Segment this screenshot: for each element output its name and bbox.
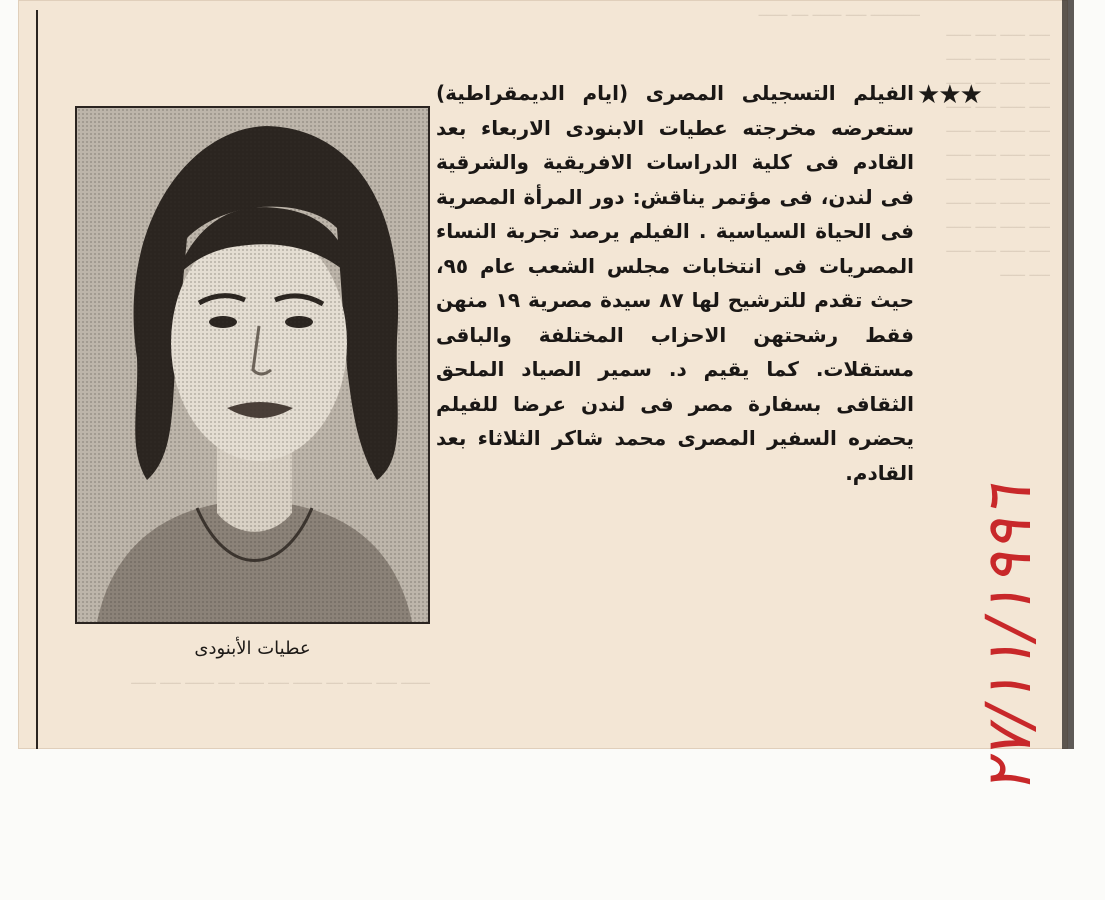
portrait-illustration [77, 108, 428, 622]
bleed-through-text: ـــــ ــــــ ـــــ ــــــ ـــــ ــــــ ـــــ ــــــ ـــــ ــــــ ـــــ ــــــ ـــــ ــــــ ـــــ ــــــ ـــــ ــــــ ـــــ ــــــ ـــــ ــــــ ـــــ ــــــ ـــــ ــــــ ـــــ ــــــ ـــــ ــــــ ـــــ ــــــ ـــــ ــــــ ـــــ ــــــ ـــــ ــــــ ـــــ ــــــ ـــــ ــــــ [946, 24, 1050, 280]
bleed-through-text: ـــــــ ـــــ ــــــ ــــ ـــــــ ـــــ ــــــ ــــ ـــــــ ـــــ ــــــ [131, 672, 430, 688]
rating-stars: ★★★ [917, 80, 981, 110]
handwritten-date-annotation [932, 150, 1045, 795]
column-rule [36, 10, 38, 749]
bleed-through-text: ــــــــــــ ـــــ ـــــــ ــــ ـــــــ [758, 4, 920, 20]
photo-caption: عطيات الأبنودى [194, 638, 311, 659]
portrait-photo [75, 106, 430, 624]
clipping-edge-shadow [1062, 0, 1074, 749]
article-body [436, 76, 914, 490]
handwritten-date: ٢٧/١١/١٩٩٦ [972, 485, 1045, 795]
article-text: الفيلم التسجيلى المصرى (ايام الديمقراطية) ستعرضه مخرجته عطيات الابنودى الاربعاء بعد القادم فى كلية الدراسات الافريقية والشرقية فى لندن، فى مؤتمر يناقش: دور المرأة المصرية فى الحياة السياسية . الفيلم يرصد تجربة النساء المصريات فى انتخابات مجلس الشعب عام ٩٥، حيث تقدم للترشيح لها ٨٧ سيدة مصرية ١٩ منهن فقط رشحتهن الاحزاب المختلفة والباقى مستقلات. كما يقيم د. سمير الصياد الملحق الثقافى بسفارة مصر فى لندن عرضا للفيلم يحضره السفير المصرى محمد شاكر الثلاثاء بعد القادم. [436, 81, 915, 485]
